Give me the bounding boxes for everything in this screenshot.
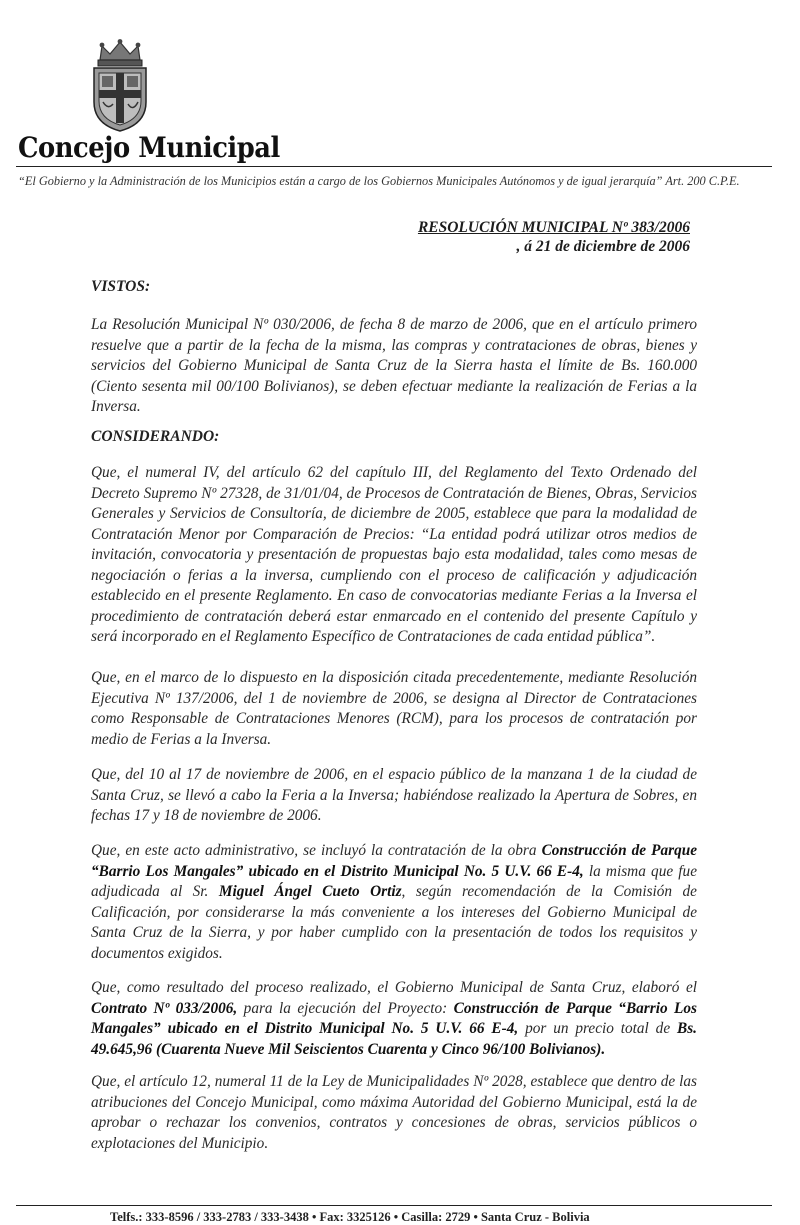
paragraph-considerando-6: Que, el artículo 12, numeral 11 de la Ley de Municipalidades Nº 2028, establece que dentro de las atribuciones del Concejo Municipal, como máxima Autoridad del Gobierno Municipal, está la de aprobar o rechazar los convenios, contratos y concesiones de obras, servicios públicos o explotaciones del Municipio. [91, 1073, 697, 1152]
paragraph-text: Que, como resultado del proceso realizado, el Gobierno Municipal de Santa Cruz, elaboró el [91, 979, 697, 996]
resolution-block [418, 218, 690, 256]
project-name: Construcción de Parque “Barrio Los Mangales” ubicado en el Distrito Municipal No. 5 U.V. 66 E-4, [91, 842, 698, 880]
paragraph-considerando-3: Que, del 10 al 17 de noviembre de 2006, en el espacio público de la manzana 1 de la ciudad de Santa Cruz, se llevó a cabo la Feria a la Inversa; habiéndose realizado la Apertura de Sobres, en fechas 17 y 18 de noviembre de 2006. [91, 766, 697, 824]
contract-amount: Bs. 49.645,96 (Cuarenta Nueve Mil Seiscientos Cuarenta y Cinco 96/100 Bolivianos). [91, 1020, 697, 1058]
coat-of-arms-icon [88, 38, 152, 134]
header-divider [16, 166, 772, 167]
contractor-name: Miguel Ángel Cueto Ortiz [218, 883, 402, 900]
resolution-date: , á 21 de diciembre de 2006 [516, 238, 690, 255]
paragraph-considerando-5 [91, 978, 697, 1060]
project-name: Construcción de Parque “Barrio Los Mangales” ubicado en el Distrito Municipal No. 5 U.V. 66 E-4, [91, 999, 697, 1037]
resolution-number: RESOLUCIÓN MUNICIPAL Nº 383/2006 [417, 219, 690, 236]
paragraph-considerando-4 [91, 841, 697, 964]
paragraph-vistos: La Resolución Municipal Nº 030/2006, de fecha 8 de marzo de 2006, que en el artículo primero resuelve que a partir de la fecha de la misma, las compras y contrataciones de obras, bienes y servicios del Gobierno Municipal de Santa Cruz de la Sierra hasta el límite de Bs. 160.000 (Ciento sesenta mil 00/100 Bolivianos), se deben efectuar mediante la realización de Ferias a la Inversa. [91, 316, 697, 415]
paragraph-considerando-1: Que, el numeral IV, del artículo 62 del capítulo III, del Reglamento del Texto Ordenado del Decreto Supremo Nº 27328, de 31/01/04, de Procesos de Contratación de Bienes, Obras, Servicios Generales y Servicios de Consultoría, de diciembre de 2005, establece que para la modalidad de Contratación Menor por Comparación de Precios: “La entidad podrá utilizar otros medios de invitación, convocatoria y presentación de propuestas bajo esta modalidad, tales como mesas de negociación o ferias a la inversa, cumpliendo con el proceso de calificación y adjudicación establecido en el presente Reglamento. En caso de convocatorias mediante Ferias a la Inversa el procedimiento de contratación deberá estar enmarcado en el contenido del presente Capítulo y será incorporado en el Reglamento Específico de Contrataciones de cada entidad pública”. [91, 464, 697, 645]
paragraph-text: Que, en este acto administrativo, se incluyó la contratación de la obra [91, 842, 542, 859]
page-title: Concejo Municipal [18, 131, 280, 164]
contract-number: Contrato Nº 033/2006, [91, 999, 238, 1017]
footer-divider [16, 1205, 772, 1206]
heading-considerando: CONSIDERANDO: [91, 428, 220, 445]
heading-vistos: VISTOS: [91, 278, 151, 295]
paragraph-text: para la ejecución del Proyecto: [237, 999, 454, 1017]
paragraph-text: por un precio total de [518, 1020, 678, 1037]
paragraph-text: la misma que fue adjudicada al Sr. [91, 862, 697, 900]
footer-contact: Telfs.: 333-8596 / 333-2783 / 333-3438 • Fax: 3325126 • Casilla: 2729 • Santa Cruz - Bolivia [110, 1210, 590, 1224]
header-motto: “El Gobierno y la Administración de los Municipios están a cargo de los Gobiernos Municipales Autónomos y de igual jerarquía” Art. 200 C.P.E. [18, 174, 740, 188]
paragraph-considerando-2: Que, en el marco de lo dispuesto en la disposición citada precedentemente, mediante Resolución Ejecutiva Nº 137/2006, del 1 de noviembre de 2006, se designa al Director de Contrataciones como Responsable de Contrataciones Menores (RCM), para los procesos de contratación por medio de Ferias a la Inversa. [91, 669, 697, 748]
paragraph-text: , según recomendación de la Comisión de Calificación, por considerarse la más conveniente a los intereses del Gobierno Municipal de Santa Cruz de la Sierra, y por haber cumplido con la presentación de todos los requisitos y documentos exigidos. [91, 883, 697, 962]
